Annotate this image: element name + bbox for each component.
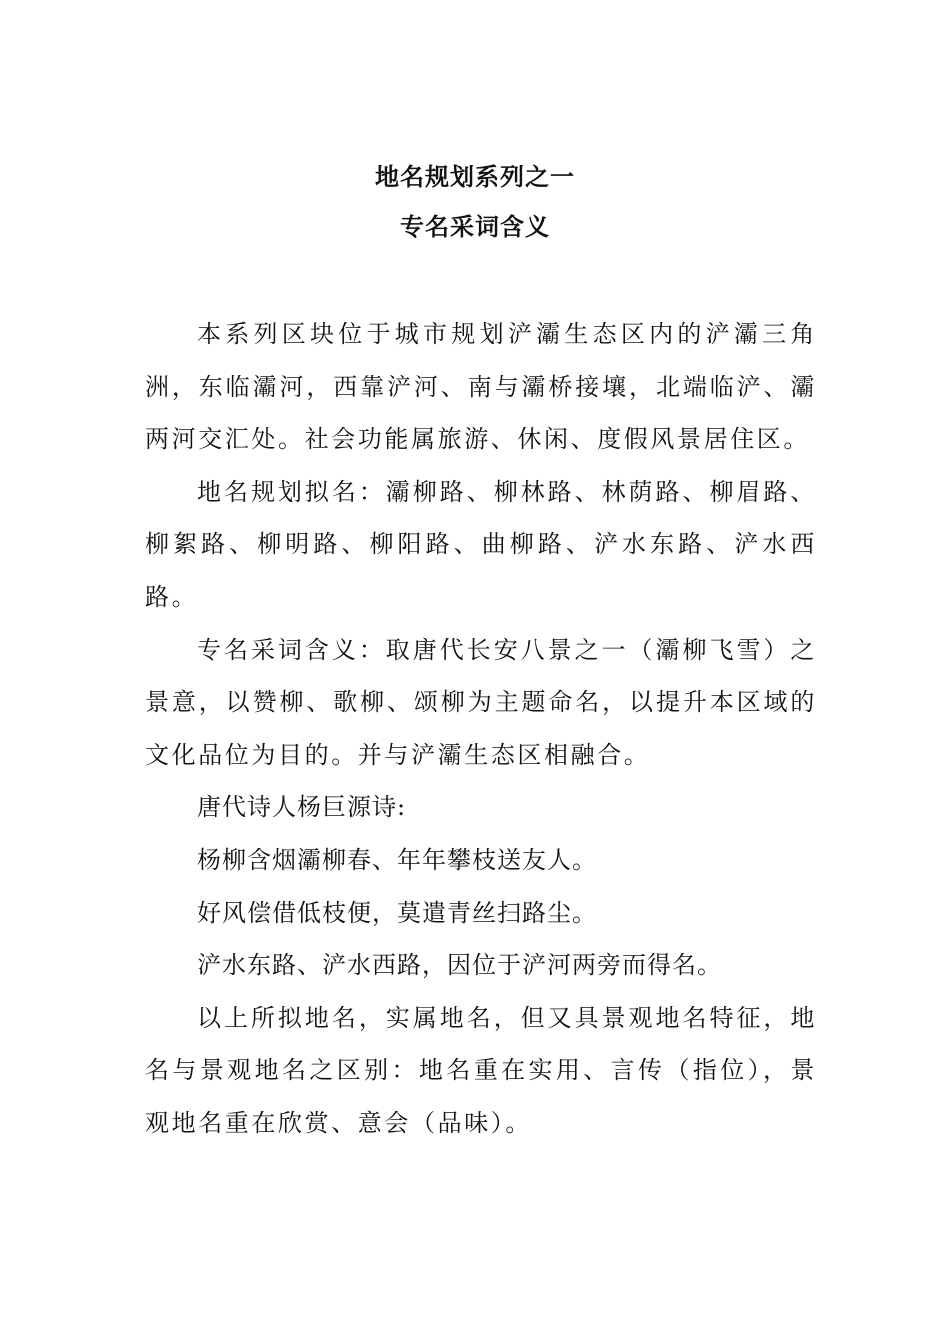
paragraph-location: 本系列区块位于城市规划浐灞生态区内的浐灞三角洲，东临灞河，西靠浐河、南与灞桥接壤，北端临浐、灞两河交汇处。社会功能属旅游、休闲、度假风景居住区。 [145, 320, 817, 454]
document-body [145, 308, 817, 1150]
poem-attribution: 唐代诗人杨巨源诗: [197, 793, 407, 822]
document-title: 地名规划系列之一 [375, 163, 575, 191]
poem-line-2: 好风偿借低枝便，莫遣青丝扫路尘。 [197, 898, 597, 927]
document-subtitle: 专名采词含义 [400, 213, 550, 241]
paragraph-conclusion: 以上所拟地名，实属地名，但又具景观地名特征，地名与景观地名之区别：地名重在实用、言传（指位），景观地名重在欣赏、意会（品味）。 [145, 1003, 817, 1137]
paragraph-naming-meaning: 专名采词含义：取唐代长安八景之一（灞柳飞雪）之景意，以赞柳、歌柳、颂柳为主题命名，以提升本区域的文化品位为目的。并与浐灞生态区相融合。 [145, 635, 817, 769]
paragraph-chanshui-roads: 浐水东路、浐水西路，因位于浐河两旁而得名。 [197, 951, 722, 980]
paragraph-planned-names: 地名规划拟名：灞柳路、柳林路、林荫路、柳眉路、柳絮路、柳明路、柳阳路、曲柳路、浐水东路、浐水西路。 [145, 477, 817, 611]
poem-line-1: 杨柳含烟灞柳春、年年攀枝送友人。 [197, 845, 597, 874]
